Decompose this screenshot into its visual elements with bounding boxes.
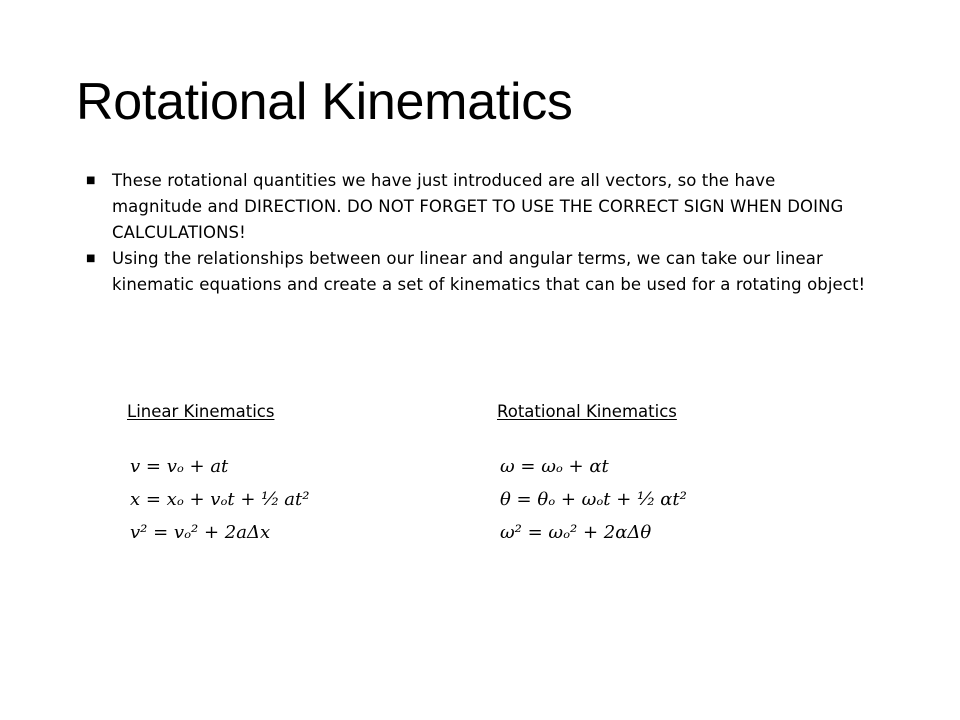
square-bullet-icon: ■ <box>86 175 96 186</box>
bullet-item <box>78 168 868 246</box>
bullet-item <box>78 246 868 298</box>
bullet-list <box>78 168 868 298</box>
bullet-text: Using the relationships between our linear and angular terms, we can take our linear kinematic equations and create a set of kinematics that can be used for a rotating object! <box>112 249 866 294</box>
rotational-kinematics-heading: Rotational Kinematics <box>497 402 677 421</box>
rotational-equations <box>500 450 687 549</box>
linear-kinematics-heading: Linear Kinematics <box>127 402 275 421</box>
linear-kinematics-column <box>127 400 310 549</box>
linear-equation-velocity: 𝑣 = 𝑣ₒ + 𝑎𝑡 <box>130 456 229 477</box>
linear-equations <box>130 450 310 549</box>
rotational-kinematics-column <box>497 400 687 549</box>
rotational-equation-angular-velocity-squared: 𝜔² = 𝜔ₒ² + 2𝛼Δ𝜃 <box>500 522 652 543</box>
rotational-equation-angular-velocity: 𝜔 = 𝜔ₒ + 𝛼𝑡 <box>500 456 609 477</box>
rotational-equation-angle: 𝜃 = 𝜃ₒ + 𝜔ₒ𝑡 + ¹⁄₂ 𝛼𝑡² <box>500 489 687 510</box>
square-bullet-icon: ■ <box>86 253 96 264</box>
bullet-text: These rotational quantities we have just introduced are all vectors, so the have magnitude and DIRECTION. DO NOT FORGET TO USE THE CORRECT SIGN WHEN DOING CALCULATIONS! <box>112 171 844 242</box>
linear-equation-position: 𝑥 = 𝑥ₒ + 𝑣ₒ𝑡 + ¹⁄₂ 𝑎𝑡² <box>130 489 310 510</box>
slide-title: Rotational Kinematics <box>76 73 573 131</box>
linear-equation-velocity-squared: 𝑣² = 𝑣ₒ² + 2𝑎Δ𝑥 <box>130 522 271 543</box>
